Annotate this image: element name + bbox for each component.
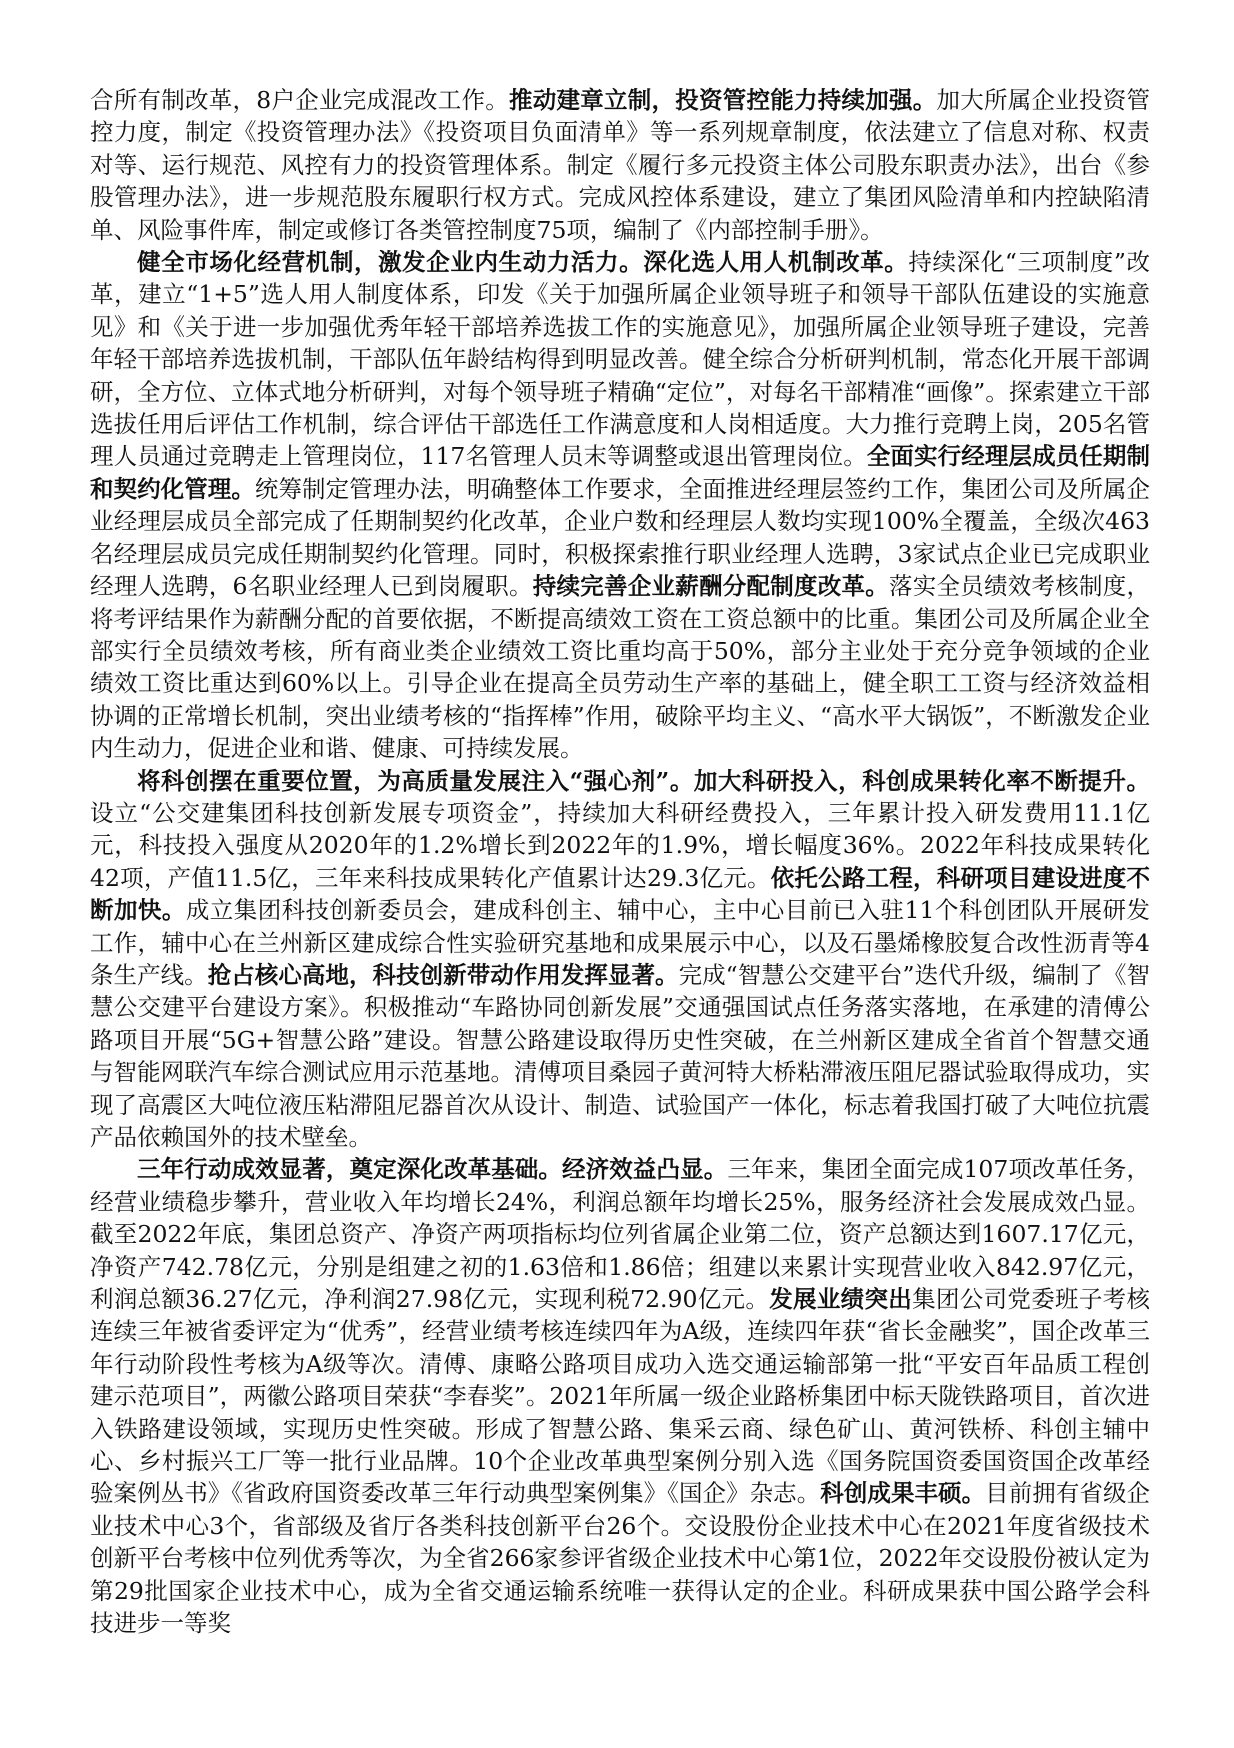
para-2-run-2: 持续深化“三项制度”改革，建立“1+5”选人用人制度体系，印发《关于加强所属企业领导班子和领导干部队伍建设的实施意见》和《关于进一步加强优秀年轻干部培养选拔工作的实施意见》，加强所属企业领导班子建设，完善年轻干部培养选拔机制，干部队伍年龄结构得到明显改善。健全综合分析研判机制，常态化开展干部调研，全方位、立体式地分析研判，对每个领导班子精确“定位”，对每名干部精准“画像”。探索建立干部选拔任用后评估工作机制，综合评估干部选任工作满意度和人岗相适度。大力推行竞聘上岗，205名管理人员通过竞聘走上管理岗位，117名管理人员末等调整或退出管理岗位。 xyxy=(90,248,1150,471)
paragraph-mixed-ownership-investment xyxy=(90,84,1150,246)
para-2-run-4: 统筹制定管理办法，明确整体工作要求，全面推进经理层签约工作，集团公司及所属企业经理层成员全部完成了任期制契约化改革，企业户数和经理层人数均实现100%全覆盖，全级次463名经理层成员完成任期制契约化管理。同时，积极探索推行职业经理人选聘，3家试点企业已完成职业经理人选聘，6名职业经理人已到岗履职。 xyxy=(90,474,1151,601)
para-2-run-6: 落实全员绩效考核制度，将考评结果作为薪酬分配的首要依据，不断提高绩效工资在工资总额中的比重。集团公司及所属企业全部实行全员绩效考核，所有商业类企业绩效工资比重均高于50%，部分主业处于充分竞争领域的企业绩效工资比重达到60%以上。引导企业在提高全员劳动生产率的基础上，健全职工工资与经济效益相协调的正常增长机制，突出业绩考核的“指挥棒”作用，破除平均主义、“高水平大锅饭”，不断激发企业内生动力，促进企业和谐、健康、可持续发展。 xyxy=(90,572,1151,763)
para-3-heading-sci-tech: 将科创摆在重要位置，为高质量发展注入“强心剂”。加大科研投入，科创成果转化率不断提升。 xyxy=(137,766,1150,795)
para-4-heading-sci-tech-results: 科创成果丰硕。 xyxy=(820,1479,986,1508)
para-4-heading-three-year-action: 三年行动成效显著，奠定深化改革基础。经济效益凸显。 xyxy=(137,1155,728,1184)
paragraph-sci-tech-innovation xyxy=(90,765,1150,1154)
para-3-heading-highway-research: 依托公路工程，科研项目建设进度不断加快。 xyxy=(90,863,1150,925)
paragraph-market-mechanism xyxy=(90,246,1150,765)
document-page xyxy=(90,84,1150,1640)
para-4-heading-performance: 发展业绩突出 xyxy=(769,1285,913,1314)
para-2-heading-salary-reform: 持续完善企业薪酬分配制度改革。 xyxy=(532,572,889,601)
para-3-heading-core-highland: 抢占核心高地，科技创新带动作用发挥显著。 xyxy=(207,960,679,989)
para-1-run-1: 合所有制改革，8户企业完成混改工作。 xyxy=(90,86,509,114)
paragraph-three-year-results xyxy=(90,1153,1150,1639)
para-3-run-6: 完成“智慧公交建平台”迭代升级，编制了《智慧公交建平台建设方案》。积极推动“车路协同创新发展”交通强国试点任务落实落地，在承建的清傅公路项目开展“5G+智慧公路”建设。智慧公路建设取得历史性突破，在兰州新区建成全省首个智慧交通与智能网联汽车综合测试应用示范基地。清傅项目桑园子黄河特大桥粘滞液压阻尼器试验取得成功，实现了高震区大吨位液压粘滞阻尼器首次从设计、制造、试验国产一体化，标志着我国打破了大吨位抗震产品依赖国外的技术壁垒。 xyxy=(90,960,1150,1151)
para-1-run-3: 加大所属企业投资管控力度，制定《投资管理办法》《投资项目负面清单》等一系列规章制度，依法建立了信息对称、权责对等、运行规范、风控有力的投资管理体系。制定《履行多元投资主体公司股东职责办法》，出台《参股管理办法》，进一步规范股东履职行权方式。完成风控体系建设，建立了集团风险清单和内控缺陷清单、风险事件库，制定或修订各类管控制度75项，编制了《内部控制手册》。 xyxy=(90,86,1151,244)
para-3-run-2: 设立“公交建集团科技创新发展专项资金”，持续加大科研经费投入，三年累计投入研发费用11.1亿元，科技投入强度从2020年的1.2%增长到2022年的1.9%，增长幅度36%。2022年科技成果转化42项，产值11.5亿，三年来科技成果转化产值累计达29.3亿元。 xyxy=(90,798,1150,892)
para-2-heading-market-mechanism: 健全市场化经营机制，激发企业内生动力活力。深化选人用人机制改革。 xyxy=(137,248,909,277)
para-4-run-2: 三年来，集团全面完成107项改革任务，经营业绩稳步攀升，营业收入年均增长24%，利润总额年均增长25%，服务经济社会发展成效凸显。截至2022年底，集团总资产、净资产两项指标均位列省属企业第二位，资产总额达到1607.17亿元，净资产742.78亿元，分别是组建之初的1.63倍和1.86倍；组建以来累计实现营业收入842.97亿元，利润总额36.27亿元，净利润27.98亿元，实现利税72.90亿元。 xyxy=(90,1155,1151,1314)
para-1-heading-investment-control: 推动建章立制，投资管控能力持续加强。 xyxy=(508,86,937,114)
para-2-heading-tenure-contract: 全面实行经理层成员任期制和契约化管理。 xyxy=(90,442,1150,503)
para-4-run-4: 集团公司党委班子考核连续三年被省委评定为“优秀”，经营业绩考核连续四年为A级，连续四年获“省长金融奖”，国企改革三年行动阶段性考核为A级等次。清傅、康略公路项目成功入选交通运输部第一批“平安百年品质工程创建示范项目”，两徽公路项目荣获“李春奖”。2021年所属一级企业路桥集团中标天陇铁路项目，首次进入铁路建设领域，实现历史性突破。形成了智慧公路、集采云商、绿色矿山、黄河铁桥、科创主辅中心、乡村振兴工厂等一批行业品牌。10个企业改革典型案例分别入选《国务院国资委国资国企改革经验案例丛书》《省政府国资委改革三年行动典型案例集》《国企》杂志。 xyxy=(90,1285,1151,1508)
para-3-run-4: 成立集团科技创新委员会，建成科创主、辅中心，主中心目前已入驻11个科创团队开展研发工作，辅中心在兰州新区建成综合性实验研究基地和成果展示中心，以及石墨烯橡胶复合改性沥青等4条生产线。 xyxy=(90,896,1151,989)
para-4-run-6: 目前拥有省级企业技术中心3个，省部级及省厅各类科技创新平台26个。交设股份企业技术中心在2021年度省级技术创新平台考核中位列优秀等次，为全省266家参评省级企业技术中心第1位，2022年交设股份被认定为第29批国家企业技术中心，成为全省交通运输系统唯一获得认定的企业。科研成果获中国公路学会科技进步一等奖 xyxy=(90,1479,1151,1638)
